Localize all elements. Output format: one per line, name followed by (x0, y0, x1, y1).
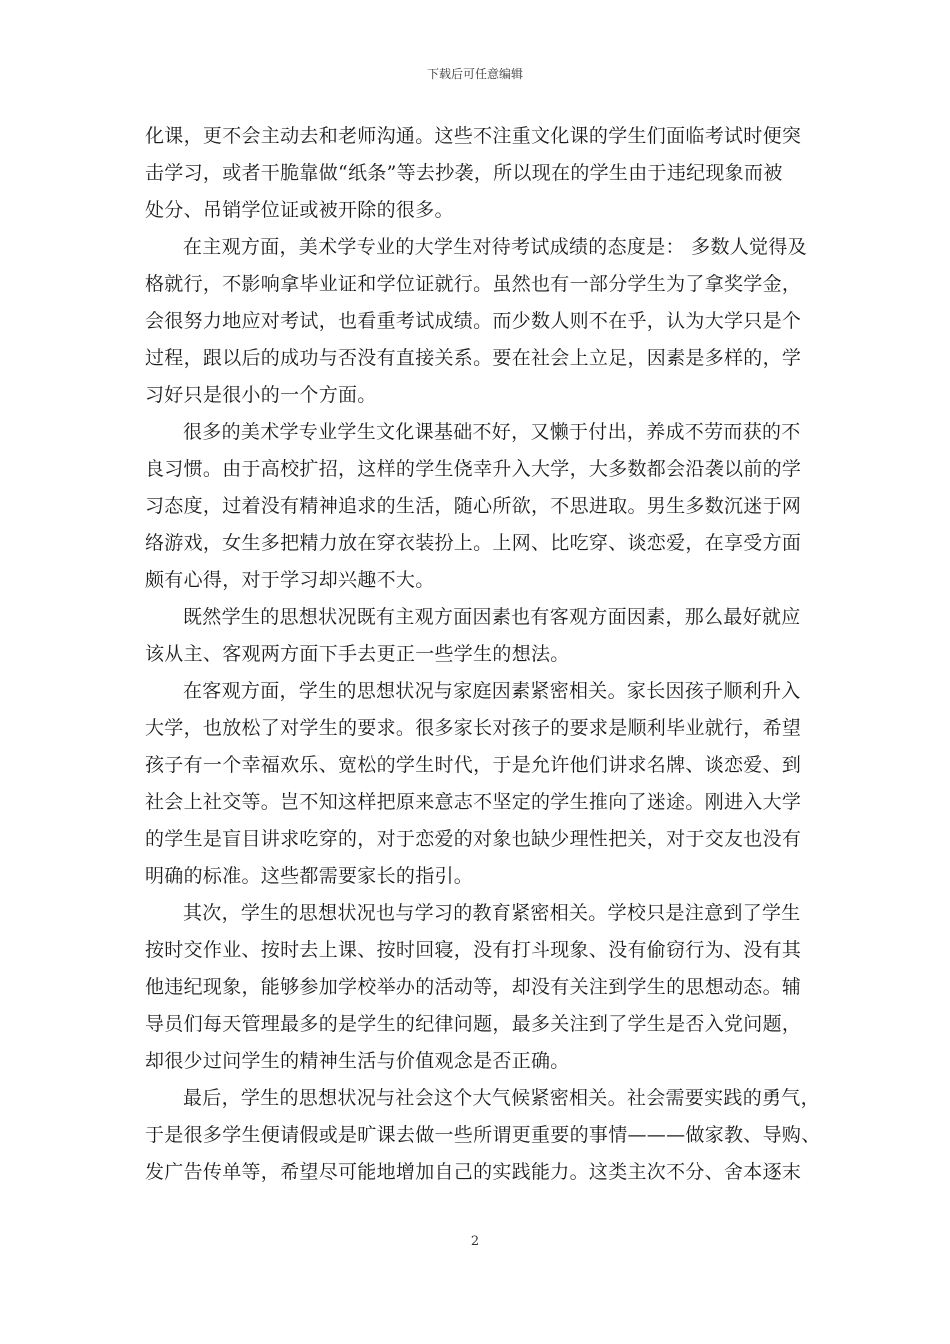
text-line: 在客观方面，学生的思想状况与家庭因素紧密相关。家长因孩子顺利升入 (183, 680, 801, 702)
paragraph (145, 118, 809, 229)
text-line: 按时交作业、按时去上课、按时回寝，没有打斗现象、没有偷窃行为、没有其 (145, 939, 802, 961)
text-line: 的学生是盲目讲求吃穿的，对于恋爱的对象也缺少理性把关，对于交友也没有 (145, 828, 802, 850)
text-line: 最后，学生的思想状况与社会这个大气候紧密相关。社会需要实践的勇气， (183, 1087, 820, 1109)
text-line: 化课，更不会主动去和老师沟通。这些不注重文化课的学生们面临考试时便突 (145, 125, 802, 147)
text-line: 会很努力地应对考试，也看重考试成绩。而少数人则不在乎，认为大学只是个 (145, 310, 802, 332)
text-line: 习好只是很小的一个方面。 (145, 384, 377, 406)
text-line: 颇有心得，对于学习却兴趣不大。 (145, 569, 435, 591)
text-line: 导员们每天管理最多的是学生的纪律问题，最多关注到了学生是否入党问题， (145, 1013, 802, 1035)
text-line: 既然学生的思想状况既有主观方面因素也有客观方面因素，那么最好就应 (183, 606, 801, 628)
text-line: 络游戏，女生多把精力放在穿衣装扮上。上网、比吃穿、谈恋爱，在享受方面 (145, 532, 802, 554)
paragraph (145, 673, 809, 895)
text-line: 习态度，过着没有精神追求的生活，随心所欲，不思进取。男生多数沉迷于网 (145, 495, 802, 517)
text-line: 孩子有一个幸福欢乐、宽松的学生时代，于是允许他们讲求名牌、谈恋爱、到 (145, 754, 802, 776)
text-line: 过程，跟以后的成功与否没有直接关系。要在社会上立足，因素是多样的，学 (145, 347, 802, 369)
text-line: 于是很多学生便请假或是旷课去做一些所谓更重要的事情———做家教、导购、 (145, 1124, 821, 1146)
text-line: 击学习，或者干脆靠做“纸条”等去抄袭，所以现在的学生由于违纪现象而被 (145, 162, 783, 184)
text-line: 社会上社交等。岂不知这样把原来意志不坚定的学生推向了迷途。刚进入大学 (145, 791, 802, 813)
paragraph (145, 599, 809, 673)
paragraph (145, 1080, 821, 1191)
text-line: 良习惯。由于高校扩招，这样的学生侥幸升入大学，大多数都会沿袭以前的学 (145, 458, 802, 480)
document-body (145, 118, 821, 1191)
text-line: 他违纪现象，能够参加学校举办的活动等，却没有关注到学生的思想动态。辅 (145, 976, 802, 998)
text-line: 明确的标准。这些都需要家长的指引。 (145, 865, 474, 887)
text-line: 却很少过问学生的精神生活与价值观念是否正确。 (145, 1050, 570, 1072)
text-line: 该从主、客观两方面下手去更正一些学生的想法。 (145, 643, 570, 665)
page-number: 2 (470, 1234, 480, 1249)
text-line: 很多的美术学专业学生文化课基础不好，又懒于付出，养成不劳而获的不 (183, 421, 801, 443)
paragraph (145, 229, 809, 414)
text-line: 其次，学生的思想状况也与学习的教育紧密相关。学校只是注意到了学生 (183, 902, 801, 924)
text-line: 格就行，不影响拿毕业证和学位证就行。虽然也有一部分学生为了拿奖学金， (145, 273, 802, 295)
page-header: 下载后可任意编辑 (426, 67, 523, 81)
paragraph (145, 895, 809, 1080)
text-line: 发广告传单等，希望尽可能地增加自己的实践能力。这类主次不分、舍本逐末 (145, 1161, 802, 1183)
text-line: 处分、吊销学位证或被开除的很多。 (145, 199, 454, 221)
paragraph (145, 414, 809, 599)
text-line: 大学，也放松了对学生的要求。很多家长对孩子的要求是顺利毕业就行，希望 (145, 717, 802, 739)
text-line: 在主观方面，美术学专业的大学生对待考试成绩的态度是： 多数人觉得及 (183, 236, 807, 258)
